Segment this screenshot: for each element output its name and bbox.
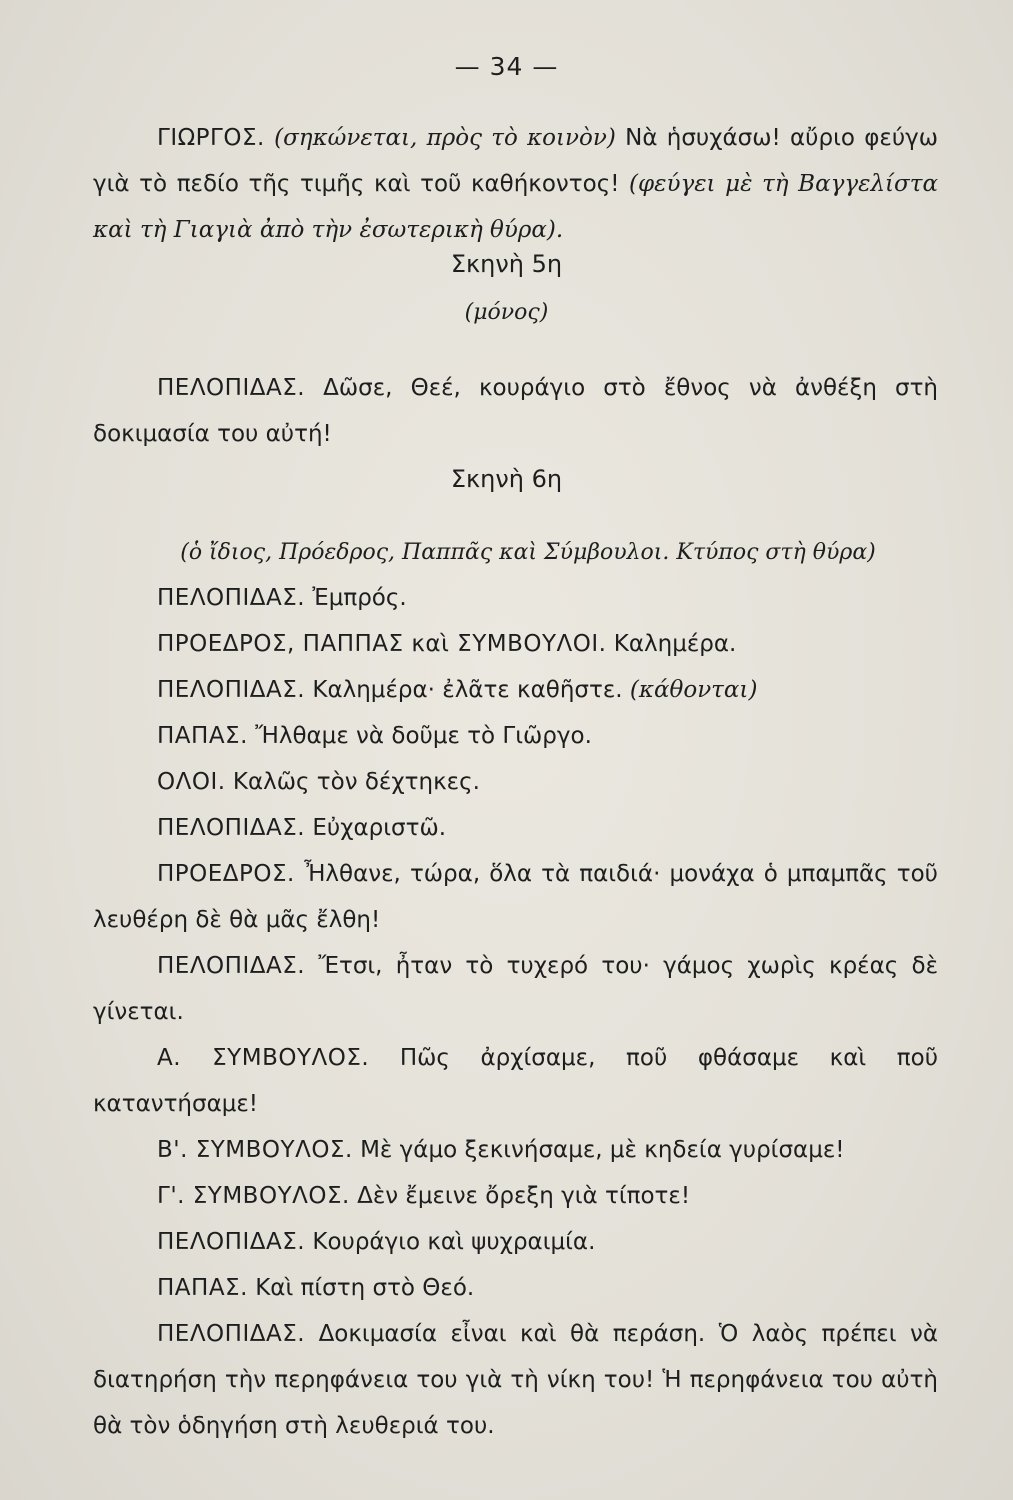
speech-text: Καὶ πίστη στὸ Θεό. (255, 1275, 475, 1301)
dialogue-line (93, 1035, 938, 1127)
dialogue-line (93, 943, 938, 1035)
speaker-name: ΓΙΩΡΓΟΣ. (157, 125, 265, 151)
scene-6-dialogue (93, 575, 938, 1449)
dialogue-line (93, 667, 938, 713)
speaker-name: ΠΡΟΕΔΡΟΣ. (157, 861, 295, 887)
speech-text: Δοκιμασία εἶναι καὶ θὰ περάση. Ὁ λαὸς πρέπει νὰ διατηρήση τὴν περηφάνεια του γιὰ τὴ νίκη του! Ἡ περηφάνεια του αὐτὴ θὰ τὸν ὁδηγήση στὴ λευθεριά του. (93, 1321, 938, 1439)
dialogue-line (93, 1265, 938, 1311)
stage-direction: (σηκώνεται, πρὸς τὸ κοινὸν) (274, 125, 616, 151)
dialogue-line (93, 805, 938, 851)
speech-text: Μὲ γάμο ξεκινήσαμε, μὲ κηδεία γυρίσαμε! (360, 1137, 845, 1163)
speaker-name: ΠΕΛΟΠΙΔΑΣ. (157, 677, 306, 703)
speech-text: Ἦλθανε, τώρα, ὅλα τὰ παιδιά· μονάχα ὁ μπαμπᾶς τοῦ λευθέρη δὲ θὰ μᾶς ἔλθη! (93, 861, 938, 933)
speech-giorgos (93, 115, 938, 253)
speaker-name: Β'. ΣΥΜΒΟΥΛΟΣ. (157, 1137, 353, 1163)
dialogue-line (93, 575, 938, 621)
speaker-name: ΠΑΠΑΣ. (157, 1275, 248, 1301)
speech-text: Καλημέρα. (613, 631, 737, 657)
opening-speech (93, 115, 938, 253)
speech-text: Ἐμπρός. (312, 585, 407, 611)
speaker-name: ΠΕΛΟΠΙΔΑΣ. (157, 815, 306, 841)
speaker-name: ΠΡΟΕΔΡΟΣ, ΠΑΠΠΑΣ καὶ ΣΥΜΒΟΥΛΟΙ. (157, 631, 607, 657)
speaker-name: Α. ΣΥΜΒΟΥΛΟΣ. (157, 1045, 370, 1071)
dialogue-line (93, 1173, 938, 1219)
speech-text: Ἔτσι, ἦταν τὸ τυχερό του· γάμος χωρὶς κρέας δὲ γίνεται. (93, 953, 939, 1025)
scene-5-title: Σκηνὴ 5η (450, 250, 563, 278)
speaker-name: Γ'. ΣΥΜΒΟΥΛΟΣ. (157, 1183, 350, 1209)
stage-direction: (κάθονται) (629, 677, 758, 703)
dialogue-line (93, 1127, 938, 1173)
speaker-name: ΠΕΛΟΠΙΔΑΣ. (157, 953, 306, 979)
dialogue-line (93, 759, 938, 805)
speaker-name: ΠΑΠΑΣ. (157, 723, 248, 749)
dialogue-line (93, 1219, 938, 1265)
speech-text: Ἤλθαμε νὰ δοῦμε τὸ Γιῶργο. (255, 723, 592, 749)
speaker-name: ΠΕΛΟΠΙΔΑΣ. (157, 585, 306, 611)
speaker-name: ΟΛΟΙ. (157, 769, 226, 795)
scene-5-speech (93, 365, 938, 457)
stage-direction: (φεύγει μὲ τὴ Βαγγελίστα καὶ τὴ Γιαγιὰ ἀπὸ τὴν ἐσωτερικὴ θύρα). (93, 171, 939, 243)
page-number: — 34 — (454, 52, 559, 81)
speech-text: Εὐχαριστῶ. (312, 815, 447, 841)
speech-text: Δῶσε, Θεέ, κουράγιο στὸ ἔθνος νὰ ἀνθέξη στὴ δοκιμασία του αὐτή! (93, 375, 938, 447)
dialogue-line (93, 713, 938, 759)
dialogue-line (93, 851, 938, 943)
speaker-name: ΠΕΛΟΠΙΔΑΣ. (157, 375, 306, 401)
speech-text: Κουράγιο καὶ ψυχραιμία. (312, 1229, 596, 1255)
speech-text: Πῶς ἀρχίσαμε, ποῦ φθάσαμε καὶ ποῦ καταντήσαμε! (93, 1045, 939, 1117)
dialogue-line (93, 1311, 938, 1449)
speaker-name: ΠΕΛΟΠΙΔΑΣ. (157, 1321, 306, 1347)
speech-text: Δὲν ἔμεινε ὄρεξη γιὰ τίποτε! (357, 1183, 691, 1209)
dialogue-line (93, 621, 938, 667)
speech-pelopidas (93, 365, 938, 457)
scene-6-stage-direction: (ὁ ἴδιος, Πρόεδρος, Παππᾶς καὶ Σύμβουλοι. Κτύπος στὴ θύρα) (180, 540, 876, 565)
speech-text: Καλημέρα· ἐλᾶτε καθῆστε. (312, 677, 623, 703)
scene-6-title: Σκηνὴ 6η (450, 465, 563, 493)
speech-text: Νὰ ἡσυχάσω! αὔριο φεύγω γιὰ τὸ πεδίο τῆς τιμῆς καὶ τοῦ καθήκοντος! (93, 125, 939, 197)
scene-5-note: (μόνος) (464, 300, 549, 325)
speech-text: Καλῶς τὸν δέχτηκες. (232, 769, 480, 795)
speaker-name: ΠΕΛΟΠΙΔΑΣ. (157, 1229, 306, 1255)
